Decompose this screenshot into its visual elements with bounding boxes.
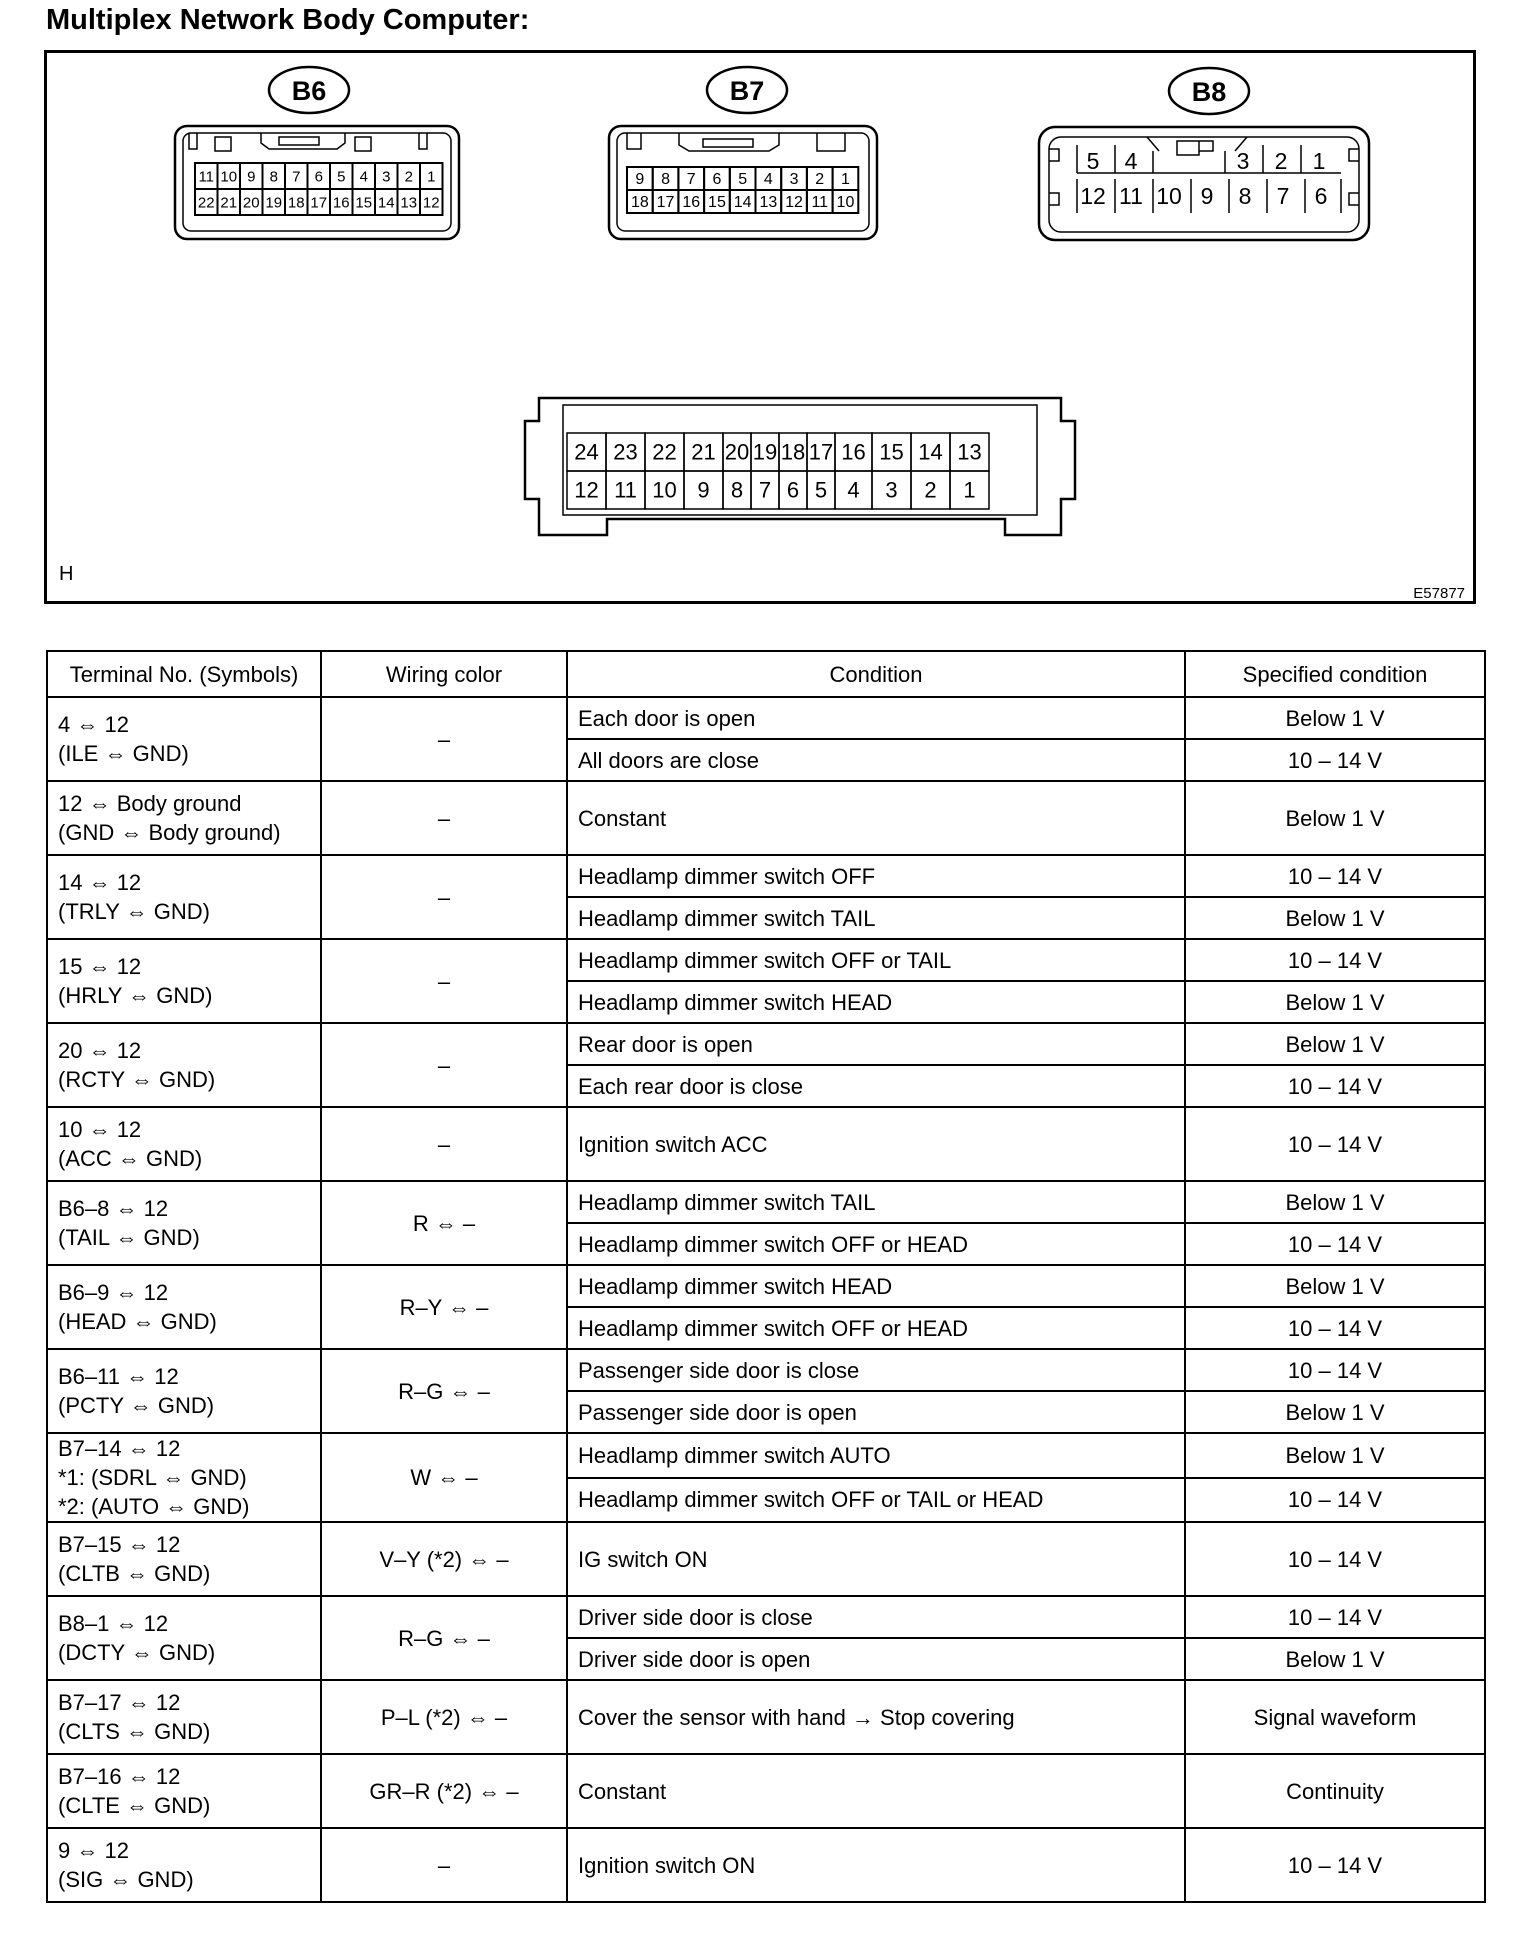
b8-bottom-pin: 7	[1276, 183, 1290, 209]
terminal-line: (TRLY ⇔ GND)	[58, 899, 210, 924]
specified-condition-cell: 10 – 14 V	[1185, 1478, 1485, 1523]
terminal-line: B7–16 ⇔ 12	[58, 1764, 181, 1789]
b6-bottom-pin: 18	[287, 194, 305, 212]
table-row	[47, 1828, 1485, 1902]
terminal-line: 4 ⇔ 12	[58, 712, 129, 737]
terminal-line: (CLTS ⇔ GND)	[58, 1719, 211, 1744]
b6-label: B6	[291, 76, 327, 106]
main-bottom-pin: 4	[847, 477, 860, 503]
wiring-color-cell: R ⇔ –	[321, 1181, 567, 1265]
main-bottom-pin: 10	[652, 477, 677, 503]
terminal-line: 20 ⇔ 12	[58, 1038, 142, 1063]
figure-code: E57877	[1413, 585, 1465, 602]
terminal-line: B7–14 ⇔ 12	[58, 1436, 181, 1461]
terminal-line: 14 ⇔ 12	[58, 870, 142, 895]
table-row	[47, 1680, 1485, 1754]
main-top-pin: 21	[691, 439, 716, 465]
header-condition: Condition	[567, 651, 1185, 697]
specified-condition-cell: 10 – 14 V	[1185, 1522, 1485, 1596]
b8-top-pin: 1	[1312, 148, 1326, 174]
main-top-pin: 13	[957, 439, 982, 465]
table-row	[47, 1433, 1485, 1478]
b7-bottom-pin: 15	[708, 194, 726, 211]
specified-condition-cell: 10 – 14 V	[1185, 1107, 1485, 1181]
condition-cell: Headlamp dimmer switch OFF	[567, 855, 1185, 897]
wiring-color-cell: V–Y (*2) ⇔ –	[321, 1522, 567, 1596]
b6-bottom-pin: 19	[265, 194, 283, 212]
specified-condition-cell: 10 – 14 V	[1185, 739, 1485, 781]
main-bottom-pin: 2	[924, 477, 937, 503]
wiring-color-cell: –	[321, 855, 567, 939]
b8-top-pin: 4	[1124, 148, 1138, 174]
condition-cell: Constant	[567, 781, 1185, 855]
terminal-line: (CLTE ⇔ GND)	[58, 1793, 211, 1818]
b7-keys	[627, 133, 845, 151]
b8-bottom-pin: 12	[1080, 183, 1106, 209]
terminal-line: (ACC ⇔ GND)	[58, 1146, 203, 1171]
specified-condition-cell: 10 – 14 V	[1185, 1307, 1485, 1349]
specified-condition-cell: Below 1 V	[1185, 697, 1485, 739]
terminal-cell	[47, 697, 321, 781]
condition-cell: Cover the sensor with hand → Stop covering	[567, 1680, 1185, 1754]
specified-condition-cell: 10 – 14 V	[1185, 1828, 1485, 1902]
wiring-color-cell: P–L (*2) ⇔ –	[321, 1680, 567, 1754]
wiring-color-cell: –	[321, 697, 567, 781]
b7-top-pin: 9	[635, 171, 645, 188]
b6-keys	[189, 133, 427, 151]
terminal-cell	[47, 781, 321, 855]
main-top-pin: 18	[780, 439, 806, 465]
table-row	[47, 1181, 1485, 1223]
table-row	[47, 1349, 1485, 1391]
table-row	[47, 697, 1485, 739]
connector-diagram-svg	[47, 53, 1473, 601]
b6-bottom-pin: 12	[422, 194, 440, 212]
b7-bottom-pin: 12	[785, 194, 803, 211]
table-row	[47, 939, 1485, 981]
wiring-color-cell: –	[321, 1023, 567, 1107]
b6-top-pin: 4	[359, 168, 368, 186]
condition-cell: Headlamp dimmer switch TAIL	[567, 1181, 1185, 1223]
b6-top-pin: 11	[198, 168, 215, 186]
terminal-line: (CLTB ⇔ GND)	[58, 1561, 211, 1586]
b7-bottom-pin: 16	[682, 194, 701, 211]
condition-cell: Rear door is open	[567, 1023, 1185, 1065]
main-top-pin: 14	[918, 439, 943, 465]
terminal-cell	[47, 1754, 321, 1828]
b6-bottom-pin: 20	[242, 194, 260, 212]
terminal-line: (RCTY ⇔ GND)	[58, 1067, 216, 1092]
b8-bottom-pin: 6	[1314, 183, 1328, 209]
condition-cell: Driver side door is close	[567, 1596, 1185, 1638]
b6-bottom-pin: 22	[197, 194, 215, 212]
terminal-cell	[47, 1181, 321, 1265]
specified-condition-cell: Signal waveform	[1185, 1680, 1485, 1754]
wiring-color-cell: –	[321, 1107, 567, 1181]
main-top-pin: 23	[613, 439, 638, 465]
wiring-color-cell: R–G ⇔ –	[321, 1349, 567, 1433]
b6-top-pin: 2	[404, 168, 413, 186]
condition-cell: Headlamp dimmer switch OFF or HEAD	[567, 1307, 1185, 1349]
b6-top-pin: 5	[337, 168, 346, 186]
b6-bottom-pin: 16	[332, 194, 350, 212]
main-bottom-pin: 9	[697, 477, 710, 503]
condition-cell: All doors are close	[567, 739, 1185, 781]
b8-bottom-pin: 8	[1238, 183, 1252, 209]
b8-label: B8	[1191, 77, 1227, 107]
main-top-pin: 19	[752, 439, 778, 465]
specified-condition-cell: Below 1 V	[1185, 897, 1485, 939]
main-bottom-pin: 6	[786, 477, 800, 503]
specified-condition-cell: Below 1 V	[1185, 1023, 1485, 1065]
specified-condition-cell: Below 1 V	[1185, 981, 1485, 1023]
condition-cell: Each door is open	[567, 697, 1185, 739]
terminal-cell	[47, 1522, 321, 1596]
terminal-line: (SIG ⇔ GND)	[58, 1867, 194, 1892]
b6-bottom-pin: 15	[355, 194, 373, 212]
specified-condition-cell: Below 1 V	[1185, 1638, 1485, 1680]
main-top-pin: 24	[574, 439, 599, 465]
table-row	[47, 1023, 1485, 1065]
condition-cell: Headlamp dimmer switch OFF or HEAD	[567, 1223, 1185, 1265]
main-bottom-pin: 1	[963, 477, 976, 503]
main-bottom-pin: 8	[730, 477, 744, 503]
terminal-line: B6–11 ⇔ 12	[58, 1364, 179, 1389]
b6-bottom-pin: 14	[377, 194, 395, 212]
b7-bottom-pin: 10	[836, 194, 855, 211]
b8-top-pin: 5	[1086, 148, 1100, 174]
terminal-line: B8–1 ⇔ 12	[58, 1611, 169, 1636]
b7-top-pin: 2	[815, 171, 825, 188]
terminal-line: 12 ⇔ Body ground	[58, 791, 242, 816]
b8-bottom-pin: 11	[1119, 183, 1143, 209]
wiring-color-cell: –	[321, 781, 567, 855]
terminal-line: B6–8 ⇔ 12	[58, 1196, 169, 1221]
b7-top-pin: 1	[840, 171, 850, 188]
table-row	[47, 1265, 1485, 1307]
wiring-color-cell: –	[321, 939, 567, 1023]
b7-top-pin: 4	[763, 171, 773, 188]
b6-top-pin: 6	[314, 168, 323, 186]
specified-condition-cell: Continuity	[1185, 1754, 1485, 1828]
b6-top-pin: 9	[247, 168, 256, 186]
terminal-line: (TAIL ⇔ GND)	[58, 1225, 200, 1250]
terminal-line: 10 ⇔ 12	[58, 1117, 142, 1142]
b6-top-pin: 10	[220, 168, 238, 186]
table-row	[47, 855, 1485, 897]
specified-condition-cell: 10 – 14 V	[1185, 1065, 1485, 1107]
b8-top-pin: 2	[1274, 148, 1288, 174]
specified-condition-cell: Below 1 V	[1185, 1181, 1485, 1223]
specified-condition-cell: 10 – 14 V	[1185, 1223, 1485, 1265]
b7-bottom-pin: 11	[811, 194, 829, 211]
condition-cell: Headlamp dimmer switch HEAD	[567, 981, 1185, 1023]
b8-top-pin: 3	[1236, 148, 1250, 174]
condition-cell: Headlamp dimmer switch OFF or TAIL	[567, 939, 1185, 981]
b6-top-pin: 1	[427, 168, 436, 186]
b7-bottom-pin: 14	[733, 194, 752, 211]
terminal-line: B6–9 ⇔ 12	[58, 1280, 169, 1305]
table-row	[47, 1522, 1485, 1596]
b6-bottom-pin: 17	[310, 194, 328, 212]
condition-cell: Passenger side door is open	[567, 1391, 1185, 1433]
table-row	[47, 1596, 1485, 1638]
main-bottom-pin: 7	[758, 477, 772, 503]
condition-cell: Headlamp dimmer switch TAIL	[567, 897, 1185, 939]
main-top-pin: 16	[841, 439, 866, 465]
b7-label: B7	[729, 76, 765, 106]
specified-condition-cell: 10 – 14 V	[1185, 1349, 1485, 1391]
terminal-cell	[47, 1349, 321, 1433]
terminal-line: (GND ⇔ Body ground)	[58, 820, 281, 845]
b7-bottom-pin: 13	[759, 194, 778, 211]
main-top-pin: 20	[724, 439, 750, 465]
specified-condition-cell: Below 1 V	[1185, 1433, 1485, 1478]
connector-diagram	[44, 50, 1476, 604]
terminal-line: 15 ⇔ 12	[58, 954, 142, 979]
condition-cell: Headlamp dimmer switch AUTO	[567, 1433, 1185, 1478]
condition-cell: Each rear door is close	[567, 1065, 1185, 1107]
b6-top-pin: 3	[382, 168, 391, 186]
condition-cell: Ignition switch ON	[567, 1828, 1185, 1902]
condition-cell: Ignition switch ACC	[567, 1107, 1185, 1181]
specified-condition-cell: Below 1 V	[1185, 781, 1485, 855]
b8-bottom-pin: 10	[1156, 183, 1182, 209]
b7-top-pin: 3	[789, 171, 799, 188]
terminal-cell	[47, 855, 321, 939]
b6-top-pin: 8	[269, 168, 278, 186]
terminal-line: (PCTY ⇔ GND)	[58, 1393, 215, 1418]
b6-bottom-pin: 13	[400, 194, 418, 212]
b8-keys	[1147, 137, 1247, 155]
condition-cell: Constant	[567, 1754, 1185, 1828]
terminal-cell	[47, 1828, 321, 1902]
specified-condition-cell: 10 – 14 V	[1185, 1596, 1485, 1638]
b8-top-dividers	[1077, 145, 1301, 173]
terminal-line: B7–15 ⇔ 12	[58, 1532, 181, 1557]
terminal-line: 9 ⇔ 12	[58, 1838, 129, 1863]
main-bottom-pin: 11	[614, 477, 637, 503]
terminal-cell	[47, 1107, 321, 1181]
main-top-pin: 17	[808, 439, 834, 465]
b7-top-pin: 8	[661, 171, 671, 188]
b8-bottom-pin: 9	[1200, 183, 1214, 209]
wiring-color-cell: –	[321, 1828, 567, 1902]
corner-letter: H	[59, 563, 74, 585]
terminal-line: (HRLY ⇔ GND)	[58, 983, 213, 1008]
b7-top-pin: 7	[686, 171, 696, 188]
terminal-cell	[47, 1596, 321, 1680]
page-title: Multiplex Network Body Computer:	[46, 4, 530, 36]
header-wiring-color: Wiring color	[321, 651, 567, 697]
table-header-row	[47, 651, 1485, 697]
condition-cell: IG switch ON	[567, 1522, 1185, 1596]
terminal-cell	[47, 1265, 321, 1349]
condition-cell: Passenger side door is close	[567, 1349, 1185, 1391]
terminal-line: (DCTY ⇔ GND)	[58, 1640, 216, 1665]
condition-cell: Driver side door is open	[567, 1638, 1185, 1680]
terminal-cell	[47, 1433, 321, 1522]
wiring-color-cell: R–G ⇔ –	[321, 1596, 567, 1680]
specified-condition-cell: Below 1 V	[1185, 1391, 1485, 1433]
b6-top-pin: 7	[292, 168, 301, 186]
wiring-color-cell: R–Y ⇔ –	[321, 1265, 567, 1349]
main-top-pin: 22	[652, 439, 677, 465]
b7-top-pin: 6	[712, 171, 722, 188]
condition-cell: Headlamp dimmer switch OFF or TAIL or HEAD	[567, 1478, 1185, 1523]
terminal-cell	[47, 939, 321, 1023]
terminal-line: B7–17 ⇔ 12	[58, 1690, 181, 1715]
terminal-line: (ILE ⇔ GND)	[58, 741, 189, 766]
table-row	[47, 781, 1485, 855]
specified-condition-cell: Below 1 V	[1185, 1265, 1485, 1307]
terminal-line: (HEAD ⇔ GND)	[58, 1309, 217, 1334]
main-top-pin: 15	[879, 439, 904, 465]
specified-condition-cell: 10 – 14 V	[1185, 855, 1485, 897]
b7-top-pin: 5	[738, 171, 748, 188]
terminal-spec-table	[46, 650, 1486, 1903]
specified-condition-cell: 10 – 14 V	[1185, 939, 1485, 981]
main-bottom-pin: 12	[574, 477, 599, 503]
b7-bottom-pin: 18	[630, 194, 649, 211]
wiring-color-cell: W ⇔ –	[321, 1433, 567, 1522]
table-row	[47, 1107, 1485, 1181]
terminal-line: *2: (AUTO ⇔ GND)	[58, 1494, 250, 1519]
main-bottom-pin: 5	[814, 477, 828, 503]
header-specified-condition: Specified condition	[1185, 651, 1485, 697]
b7-bottom-pin: 17	[656, 194, 675, 211]
terminal-cell	[47, 1023, 321, 1107]
table-row	[47, 1754, 1485, 1828]
wiring-color-cell: GR–R (*2) ⇔ –	[321, 1754, 567, 1828]
condition-cell: Headlamp dimmer switch HEAD	[567, 1265, 1185, 1307]
main-bottom-pin: 3	[885, 477, 898, 503]
terminal-line: *1: (SDRL ⇔ GND)	[58, 1465, 247, 1490]
b6-bottom-pin: 21	[220, 194, 238, 212]
header-terminal: Terminal No. (Symbols)	[47, 651, 321, 697]
terminal-cell	[47, 1680, 321, 1754]
